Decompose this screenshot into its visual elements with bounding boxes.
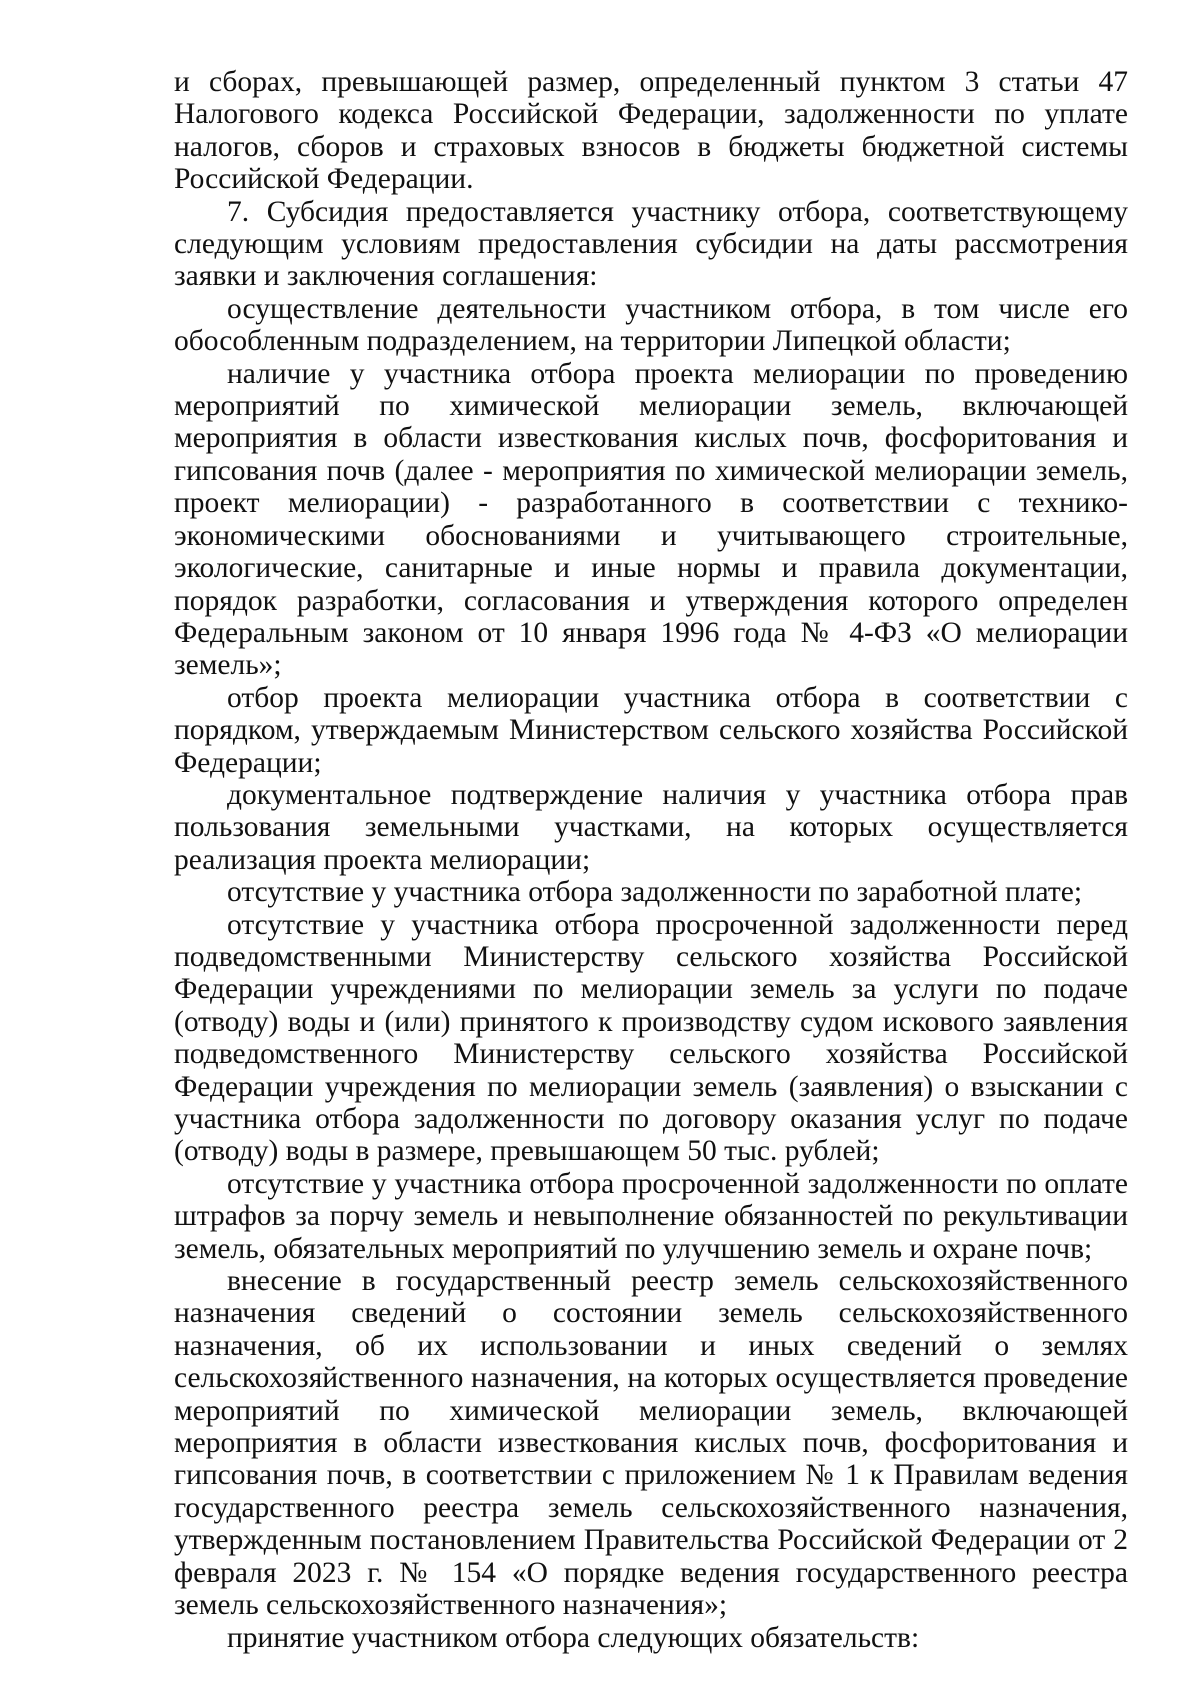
paragraph-item-7: 7. Субсидия предоставляется участнику отбора, соответствующему следующим условиям предоставления субсидии на даты рассмотрения заявки и заключения соглашения:: [174, 195, 1128, 293]
paragraph-obligations-intro: принятие участником отбора следующих обязательств:: [227, 1621, 920, 1654]
paragraph-condition-territory: осуществление деятельности участником отбора, в том числе его обособленным подразделением, на территории Липецкой области;: [174, 292, 1128, 358]
paragraph-condition-registry: внесение в государственный реестр земель сельскохозяйственного назначения сведений о состоянии земель сельскохозяйственного назначения, об их использовании и иных сведений о землях сельскохозяйственного назначения, на которых осуществляется проведение мероприятий по химической мелиорации земель, включающей мероприятия в области известкования кислых почв, фосфоритования и гипсования почв, в соответствии с приложением № 1 к Правилам ведения государственного реестра земель сельскохозяйственного назначения, утвержденным постановлением Правительства Российской Федерации от 2 февраля 2023 г. № 154 «О порядке ведения государственного реестра земель сельскохозяйственного назначения»;: [174, 1265, 1128, 1622]
paragraph-condition-melioration-project: наличие у участника отбора проекта мелиорации по проведению мероприятий по химической мелиорации земель, включающей мероприятия в области известкования кислых почв, фосфоритования и гипсования почв (далее - мероприятия по химической мелиорации земель, проект мелиорации) - разработанного в соответствии с технико-экономическими обоснованиями и учитывающего строительные, экологические, санитарные и иные нормы и правила документации, порядок разработки, согласования и утверждения которого определен Федеральным законом от 10 января 1996 года № 4-ФЗ «О мелиорации земель»;: [174, 357, 1128, 682]
paragraph-condition-no-wage-debt: отсутствие у участника отбора задолженности по заработной плате;: [227, 876, 1083, 909]
paragraph-condition-no-water-debt: отсутствие у участника отбора просроченной задолженности перед подведомственными Министерству сельского хозяйства Российской Федерации учреждениями по мелиорации земель за услуги по подаче (отводу) воды и (или) принятого к производству судом искового заявления подведомственного Министерству сельского хозяйства Российской Федерации учреждения по мелиорации земель (заявления) о взыскании с участника отбора задолженности по договору оказания услуг по подаче (отводу) воды в размере, превышающем 50 тыс. рублей;: [174, 908, 1128, 1168]
paragraph-condition-project-selection: отбор проекта мелиорации участника отбора в соответствии с порядком, утверждаемым Министерством сельского хозяйства Российской Федерации;: [174, 681, 1128, 779]
document-page: [174, 66, 1128, 1654]
paragraph-condition-no-fines-debt: отсутствие у участника отбора просроченной задолженности по оплате штрафов за порчу земель и невыполнение обязанностей по рекультивации земель, обязательных мероприятий по улучшению земель и охране почв;: [174, 1167, 1128, 1265]
paragraph-condition-land-rights: документальное подтверждение наличия у участника отбора прав пользования земельными участками, на которых осуществляется реализация проекта мелиорации;: [174, 778, 1128, 876]
paragraph-tax-debt-continuation: и сборах, превышающей размер, определенный пунктом 3 статьи 47 Налогового кодекса Российской Федерации, задолженности по уплате налогов, сборов и страховых взносов в бюджеты бюджетной системы Российской Федерации.: [174, 66, 1128, 196]
